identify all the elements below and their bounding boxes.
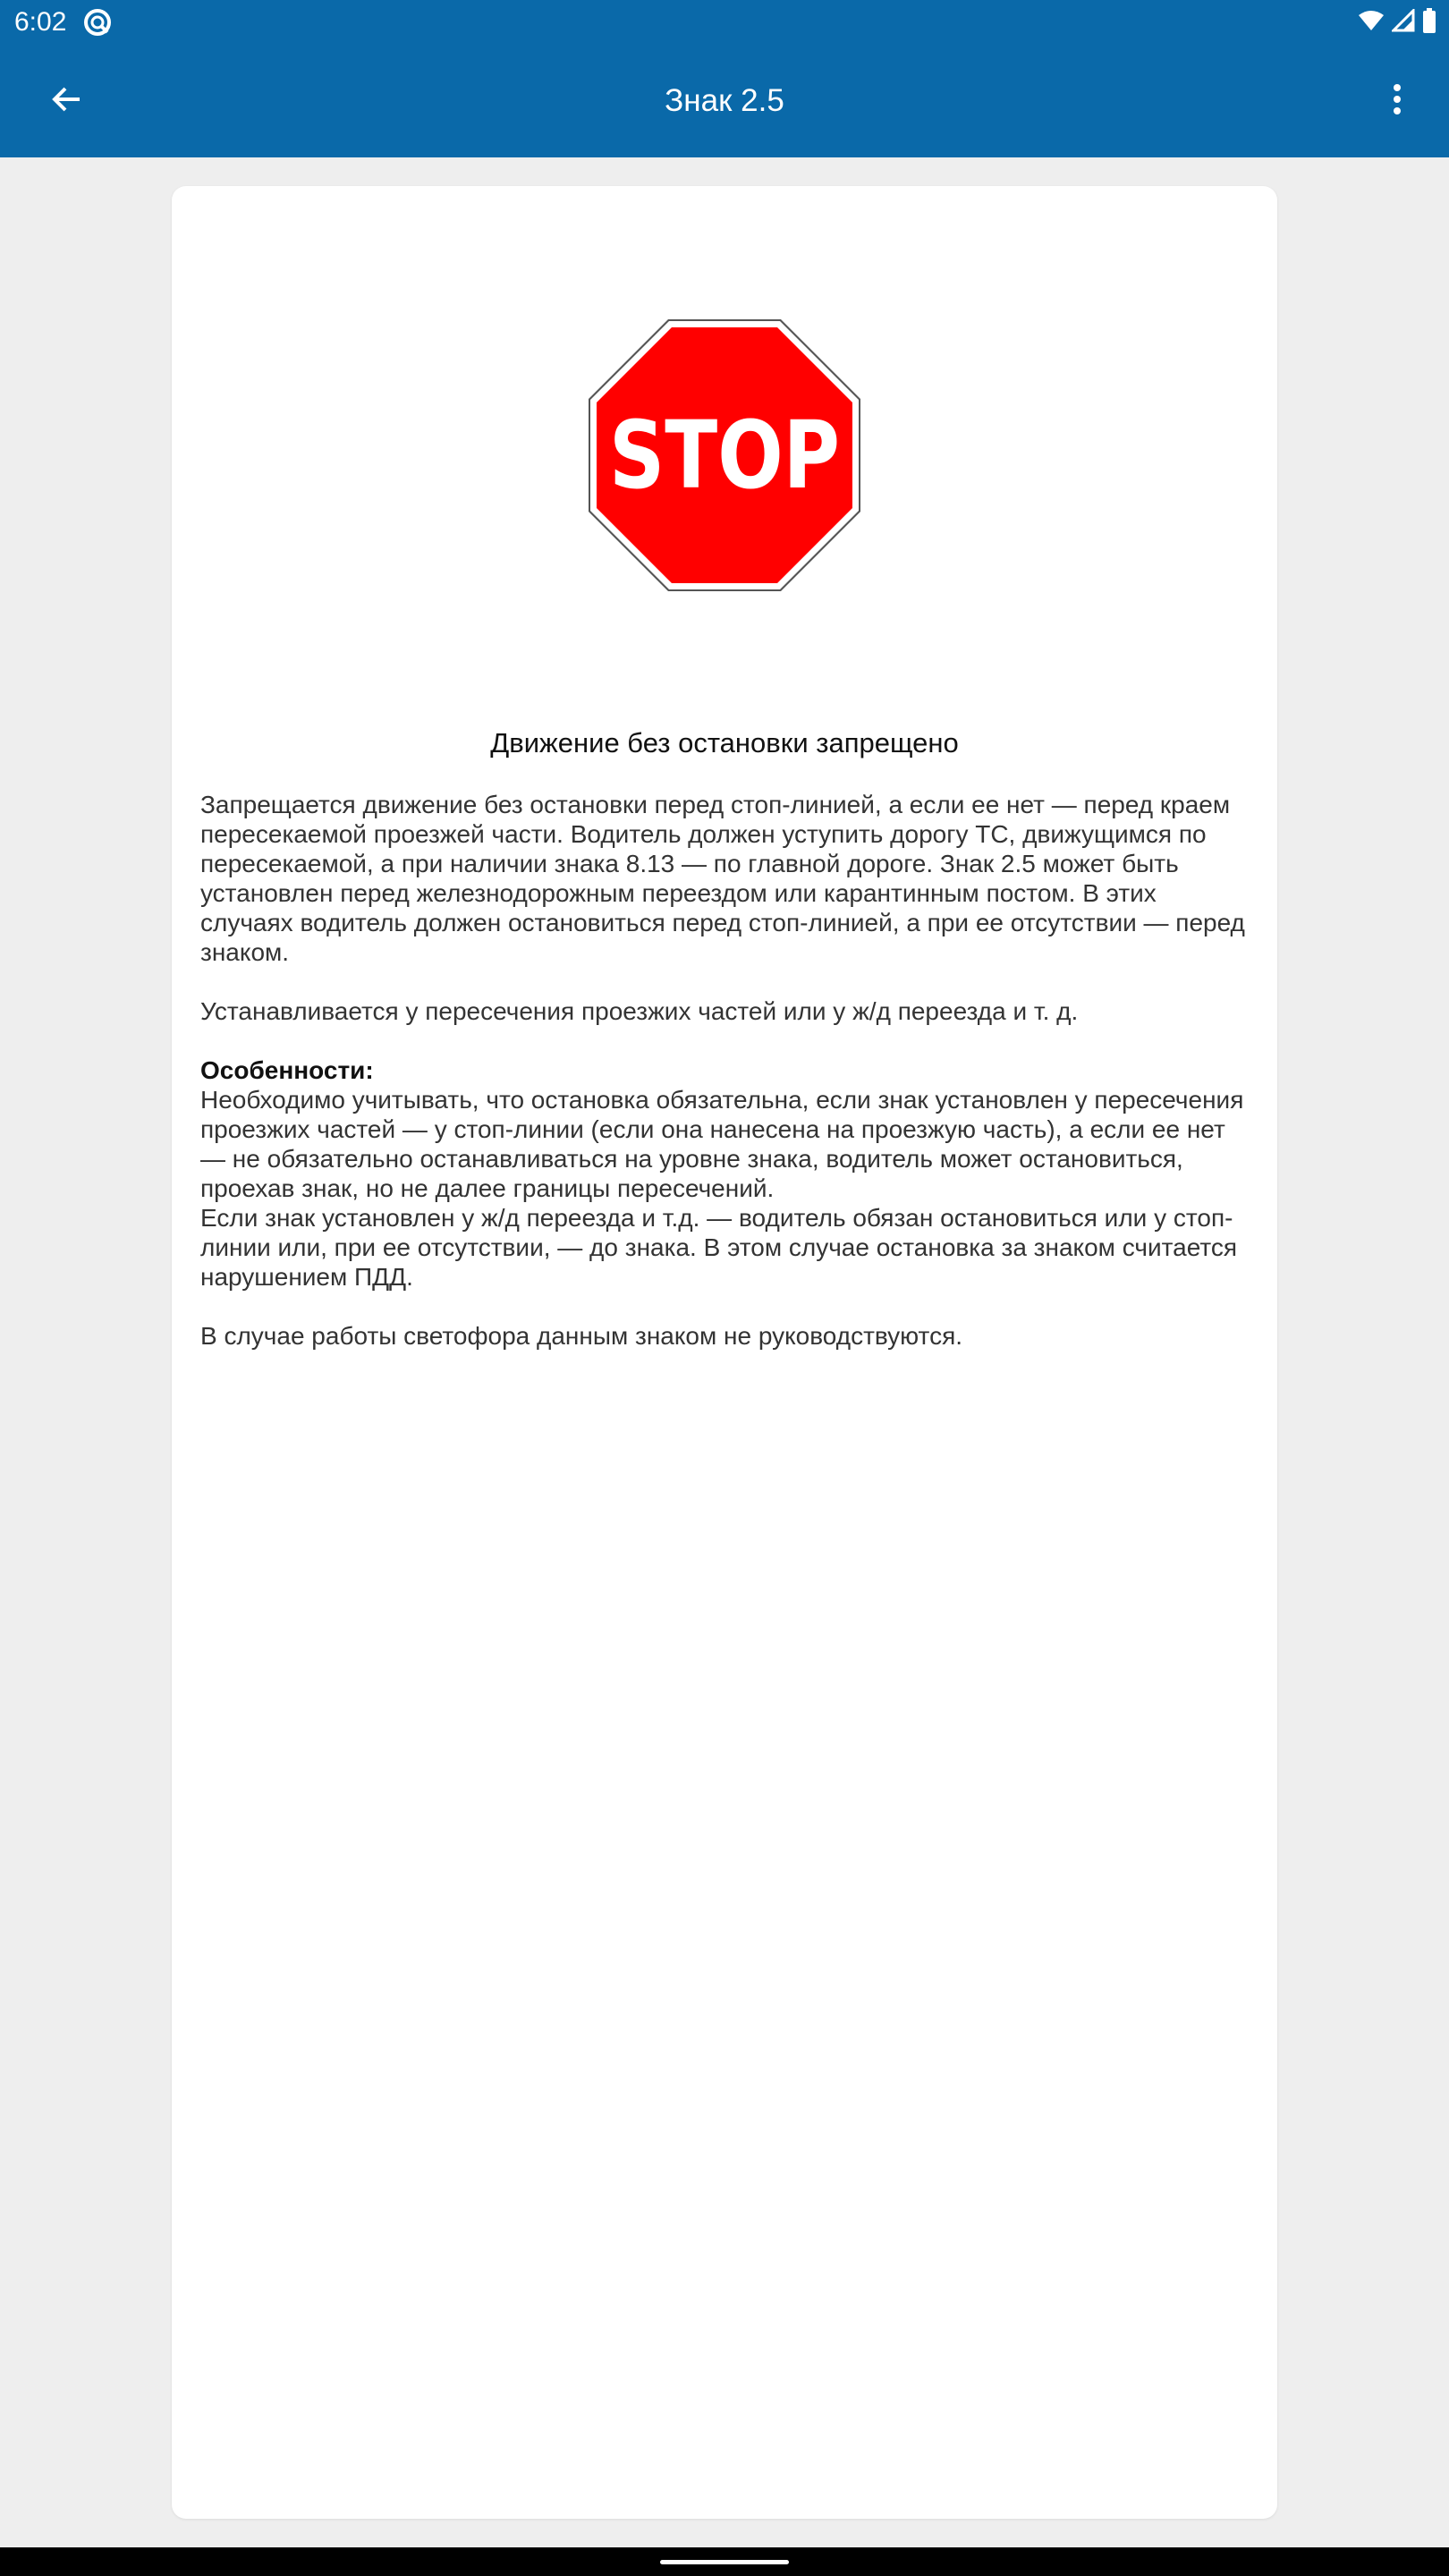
sign-detail-card [172,186,1277,2519]
battery-icon [1422,8,1436,38]
status-bar [0,0,1449,45]
status-time: 6:02 [14,7,67,37]
overflow-menu-button[interactable] [1367,71,1428,131]
traffic-light-paragraph: В случае работы светофора данным знаком не руководствуются. [200,1322,963,1350]
features-heading: Особенности: [200,1056,374,1084]
app-notification-icon [82,7,113,38]
features-paragraph: Необходимо учитывать, что остановка обязательна, если знак установлен у пересечения проезжих частей — у стоп-линии (если она нанесена на проезжую часть), а если ее нет — не обязательно останавливаться на уровне знака, водитель может остановиться, проехав знак, но не далее границы пересечений. [200,1086,1244,1202]
app-bar [0,45,1449,157]
navigation-bar [0,2547,1449,2576]
more-vert-icon [1392,83,1402,120]
description-paragraph: Запрещается движение без остановки перед стоп-линией, а если ее нет — перед краем пересекаемой проезжей части. Водитель должен уступить дорогу ТС, движущимся по пересекаемой, а при наличии знака 8.13 — по главной дороге. Знак 2.5 может быть установлен перед железнодорожным переездом или карантинным постом. В этих случаях водитель должен остановиться перед стоп-линией, а при ее отсутствии — перед знаком. [200,791,1245,966]
stop-sign-image [588,318,861,592]
placement-paragraph: Устанавливается у пересечения проезжих частей или у ж/д переезда и т. д. [200,997,1079,1025]
signal-icon [1392,9,1415,37]
page-title: Знак 2.5 [665,83,784,118]
wifi-icon [1358,9,1385,37]
sign-description [200,790,1249,1351]
status-icons [1358,7,1436,38]
home-indicator[interactable] [660,2560,789,2564]
sign-title: Движение без остановки запрещено [490,727,959,758]
features-paragraph: Если знак установлен у ж/д переезда и т.д. — водитель обязан остановиться или у стоп-линии или, при ее отсутствии, — до знака. В этом случае остановка за знаком считается нарушением ПДД. [200,1204,1238,1291]
stop-sign-text: STOP [609,401,840,510]
